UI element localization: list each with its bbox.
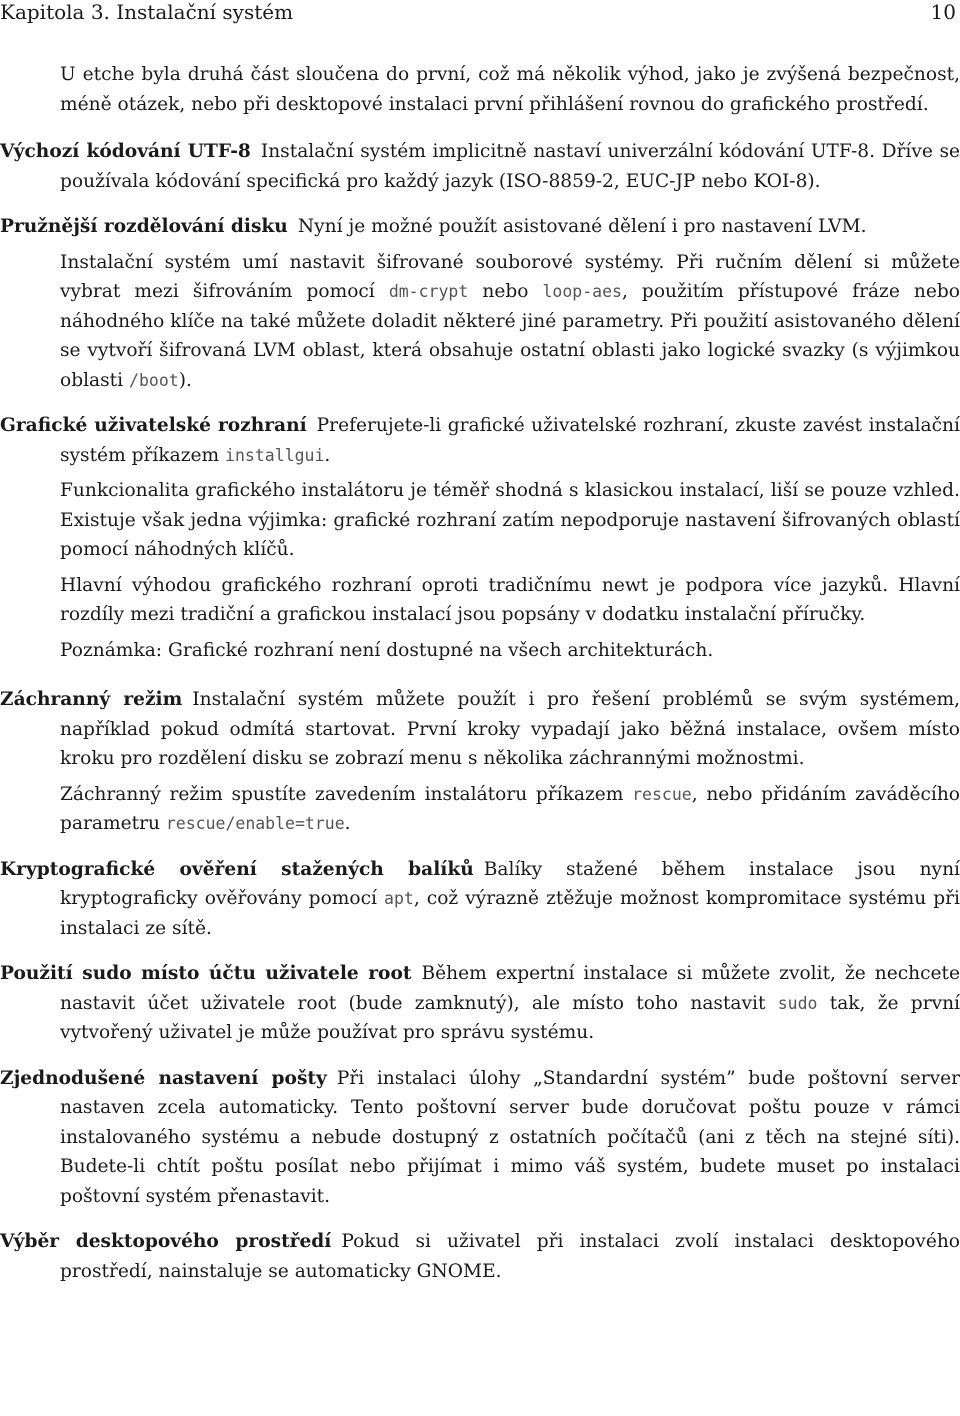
item-utf8-first-paragraph (0, 137, 960, 196)
code-apt: apt (384, 889, 414, 908)
item-utf8 (0, 137, 960, 196)
code-boot: /boot (129, 370, 179, 390)
item-mail-first-paragraph (0, 1064, 960, 1212)
item-gui-term: Grafické uživatelské rozhraní (0, 415, 307, 436)
page-number: 10 (930, 0, 956, 24)
item-sudo-first-paragraph (0, 959, 960, 1048)
text-run: , nebo přidáním zaváděcího parametru (60, 783, 960, 834)
item-gui-paragraph-3: Hlavní výhodou grafického rozhraní oproti tradičnímu newt je podpora více jazyků. Hlavní rozdíly mezi tradiční a grafickou instalací jsou popsány v dodatku instalační příručky. (60, 574, 960, 625)
chapter-title: Kapitola 3. Instalační systém (0, 0, 294, 24)
code-sudo: sudo (777, 993, 818, 1013)
item-utf8-text: Instalační systém implicitně nastaví univerzální kódování UTF-8. Dříve se používala kódování specifická pro každý jazyk (ISO-8859-2, EUC-JP nebo KOI-8). (60, 141, 960, 192)
text-run: Instalační systém umí nastavit šifrované souborové systémy. Při ručním dělení si můžete vybrat mezi šifrováním pomocí (60, 251, 960, 302)
item-desktop-text: Pokud si uživatel při instalaci zvolí instalaci desktopového prostředí, nainstaluje se automaticky GNOME. (60, 1231, 960, 1282)
item-rescue-term: Záchranný režim (0, 689, 183, 710)
item-disk-term: Pružnější rozdělování disku (0, 216, 288, 237)
item-crypto-term: Kryptografické ověření stažených balíků (0, 858, 474, 880)
item-rescue-first-paragraph (0, 685, 960, 774)
item-crypto-first-paragraph (0, 855, 960, 944)
item-rescue-text: Instalační systém můžete použít i pro řešení problémů se svým systémem, například pokud odmítá startovat. První kroky vypadají jako běžná instalace, ovšem místo kroku pro rozdělení disku se zobrazí menu s několika záchrannými možnostmi. (60, 689, 960, 769)
text-run: nebo (468, 281, 543, 302)
text-run: Preferujete-li grafické uživatelské rozhraní, zkuste zavést instalační systém příkazem (60, 415, 960, 466)
item-mail-term: Zjednodušené nastavení pošty (0, 1067, 327, 1089)
item-sudo-term: Použití sudo místo účtu uživatele root (0, 963, 412, 984)
item-gui-paragraph-2: Funkcionalita grafického instalátoru je téměř shodná s klasickou instalací, liší se pouze vzhled. Existuje však jedna výjimka: grafické rozhraní zatím nepodporuje nastavení šifrovaných oblastí pomocí náhodných klíčů. (60, 480, 960, 560)
item-rescue-paragraph-2 (60, 780, 960, 839)
item-crypto (0, 855, 960, 944)
item-disk (0, 212, 960, 395)
code-rescue: rescue (632, 784, 692, 804)
item-sudo (0, 959, 960, 1048)
item-gui-first-paragraph (0, 411, 960, 470)
text-run: Během expertní instalace si můžete zvolit, že nechcete nastavit účet uživatele root (bude zamknutý), ale místo toho nastavit (60, 963, 960, 1014)
intro-paragraph: U etche byla druhá část sloučena do první, což má několik výhod, jako je zvýšená bezpečnost, méně otázek, nebo při desktopové instalaci první přihlášení rovnou do grafického prostředí. (60, 64, 960, 115)
item-desktop-term: Výběr desktopového prostředí (0, 1231, 332, 1252)
text-run: Záchranný režim spustíte zavedením instalátoru příkazem (60, 783, 633, 805)
text-run: , což výrazně ztěžuje možnost kompromitace systému při instalaci ze sítě. (60, 888, 960, 939)
text-run: ). (178, 369, 192, 391)
code-installgui: installgui (225, 445, 325, 465)
item-utf8-term: Výchozí kódování UTF-8 (0, 141, 251, 162)
item-mail (0, 1064, 960, 1212)
item-disk-text: Nyní je možné použít asistované dělení i pro nastavení LVM. (297, 216, 867, 237)
text-run: tak, že první vytvořený uživatel je může používat pro správu systému. (60, 992, 960, 1043)
item-disk-paragraph-2 (60, 248, 960, 396)
code-loop-aes: loop-aes (542, 282, 622, 301)
item-rescue (0, 685, 960, 839)
item-gui-paragraph-4: Poznámka: Grafické rozhraní není dostupné na všech architekturách. (60, 639, 714, 661)
document-body (0, 60, 960, 1302)
code-dm-crypt: dm-crypt (388, 282, 469, 301)
page-header (0, 0, 960, 26)
item-desktop (0, 1227, 960, 1286)
item-gui (0, 411, 960, 665)
item-desktop-first-paragraph (0, 1227, 960, 1286)
item-disk-first-paragraph (0, 212, 960, 242)
code-rescue-enable: rescue/enable=true (165, 814, 345, 833)
text-run: Balíky stažené během instalace jsou nyní kryptograficky ověřovány pomocí (60, 858, 960, 909)
text-run: . (324, 444, 331, 466)
text-run: . (344, 813, 351, 834)
item-mail-text: Při instalaci úlohy „Standardní systém” bude poštovní server nastaven zcela automaticky. Tento poštovní server bude doručovat poštu pouze v rámci instalovaného systému a nebude dostupný z ostatních počítačů (ani z těch na stejné síti). Budete-li chtít poštu posílat nebo přijímat i mimo váš systém, budete muset po instalaci poštovní systém přenastavit. (60, 1067, 960, 1207)
text-run: , použitím přístupové fráze nebo náhodného klíče na také můžete doladit některé jiné parametry. Při použití asistovaného dělení se vytvoří šifrovaná LVM oblast, která obsahuje ostatní oblasti jako logické svazky (s výjimkou oblasti (60, 281, 960, 391)
